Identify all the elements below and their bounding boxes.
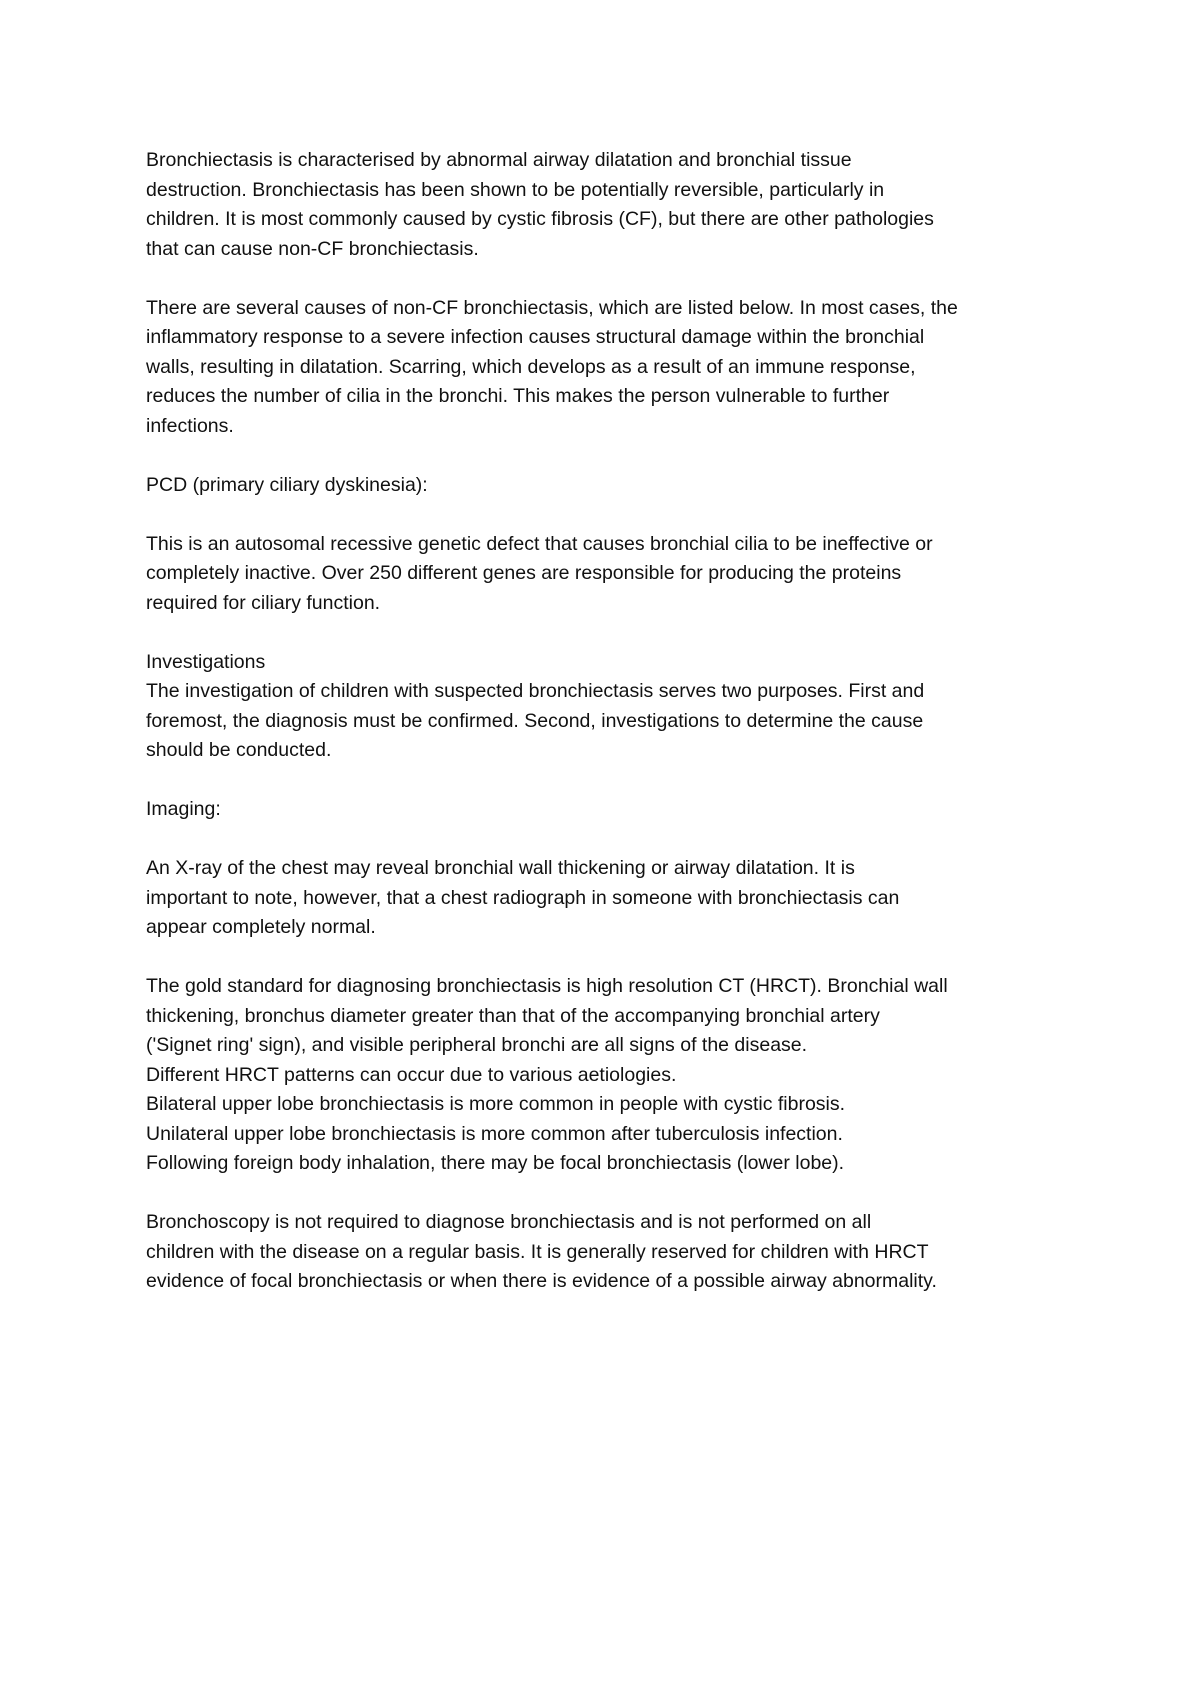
text-line: Different HRCT patterns can occur due to various aetiologies. xyxy=(146,1063,677,1086)
imaging-heading-paragraph xyxy=(146,795,1076,825)
text-line: infections. xyxy=(146,414,234,437)
text-line: destruction. Bronchiectasis has been shown to be potentially reversible, particularly in xyxy=(146,178,885,201)
text-line: should be conducted. xyxy=(146,739,332,761)
text-line: This is an autosomal recessive genetic defect that causes bronchial cilia to be ineffective or xyxy=(146,532,933,555)
hrct-paragraph xyxy=(146,972,1076,1179)
investigations-heading: Investigations xyxy=(146,650,266,673)
text-line: completely inactive. Over 250 different genes are responsible for producing the proteins xyxy=(146,562,902,584)
text-line: appear completely normal. xyxy=(146,916,376,938)
text-line: An X-ray of the chest may reveal bronchial wall thickening or airway dilatation. It is xyxy=(146,857,855,879)
text-line: reduces the number of cilia in the bronchi. This makes the person vulnerable to further xyxy=(146,385,890,407)
text-line: children with the disease on a regular basis. It is generally reserved for children with HRCT xyxy=(146,1240,929,1263)
text-line: required for ciliary function. xyxy=(146,591,381,614)
text-line: Bronchiectasis is characterised by abnormal airway dilatation and bronchial tissue xyxy=(146,149,852,171)
document-body xyxy=(146,146,1076,1326)
text-line: thickening, bronchus diameter greater than that of the accompanying bronchial artery xyxy=(146,1004,880,1027)
intro-paragraph xyxy=(146,146,1076,264)
text-line: evidence of focal bronchiectasis or when there is evidence of a possible airway abnormality. xyxy=(146,1270,937,1292)
text-line: walls, resulting in dilatation. Scarring, which develops as a result of an immune response, xyxy=(146,355,916,378)
text-line: ('Signet ring' sign), and visible peripheral bronchi are all signs of the disease. xyxy=(146,1034,808,1056)
text-line: that can cause non-CF bronchiectasis. xyxy=(146,237,479,260)
text-line: important to note, however, that a chest radiograph in someone with bronchiectasis can xyxy=(146,886,900,909)
imaging-heading: Imaging: xyxy=(146,798,221,820)
investigations-paragraph xyxy=(146,648,1076,766)
text-line: Bronchoscopy is not required to diagnose bronchiectasis and is not performed on all xyxy=(146,1211,872,1233)
text-line: Bilateral upper lobe bronchiectasis is more common in people with cystic fibrosis. xyxy=(146,1093,846,1115)
causes-paragraph xyxy=(146,294,1076,442)
text-line: children. It is most commonly caused by cystic fibrosis (CF), but there are other pathologies xyxy=(146,208,934,230)
text-line: The investigation of children with suspected bronchiectasis serves two purposes. First and xyxy=(146,680,925,702)
text-line: There are several causes of non-CF bronchiectasis, which are listed below. In most cases, the xyxy=(146,296,958,319)
text-line: foremost, the diagnosis must be confirmed. Second, investigations to determine the cause xyxy=(146,709,924,732)
text-line: The gold standard for diagnosing bronchiectasis is high resolution CT (HRCT). Bronchial wall xyxy=(146,975,948,997)
pcd-heading-paragraph xyxy=(146,471,1076,501)
xray-paragraph xyxy=(146,854,1076,943)
bronchoscopy-paragraph xyxy=(146,1208,1076,1297)
pcd-heading: PCD (primary ciliary dyskinesia): xyxy=(146,473,428,496)
text-line: inflammatory response to a severe infection causes structural damage within the bronchial xyxy=(146,326,925,348)
pcd-paragraph xyxy=(146,530,1076,619)
text-line: Unilateral upper lobe bronchiectasis is more common after tuberculosis infection. xyxy=(146,1122,843,1145)
text-line: Following foreign body inhalation, there may be focal bronchiectasis (lower lobe). xyxy=(146,1152,845,1174)
